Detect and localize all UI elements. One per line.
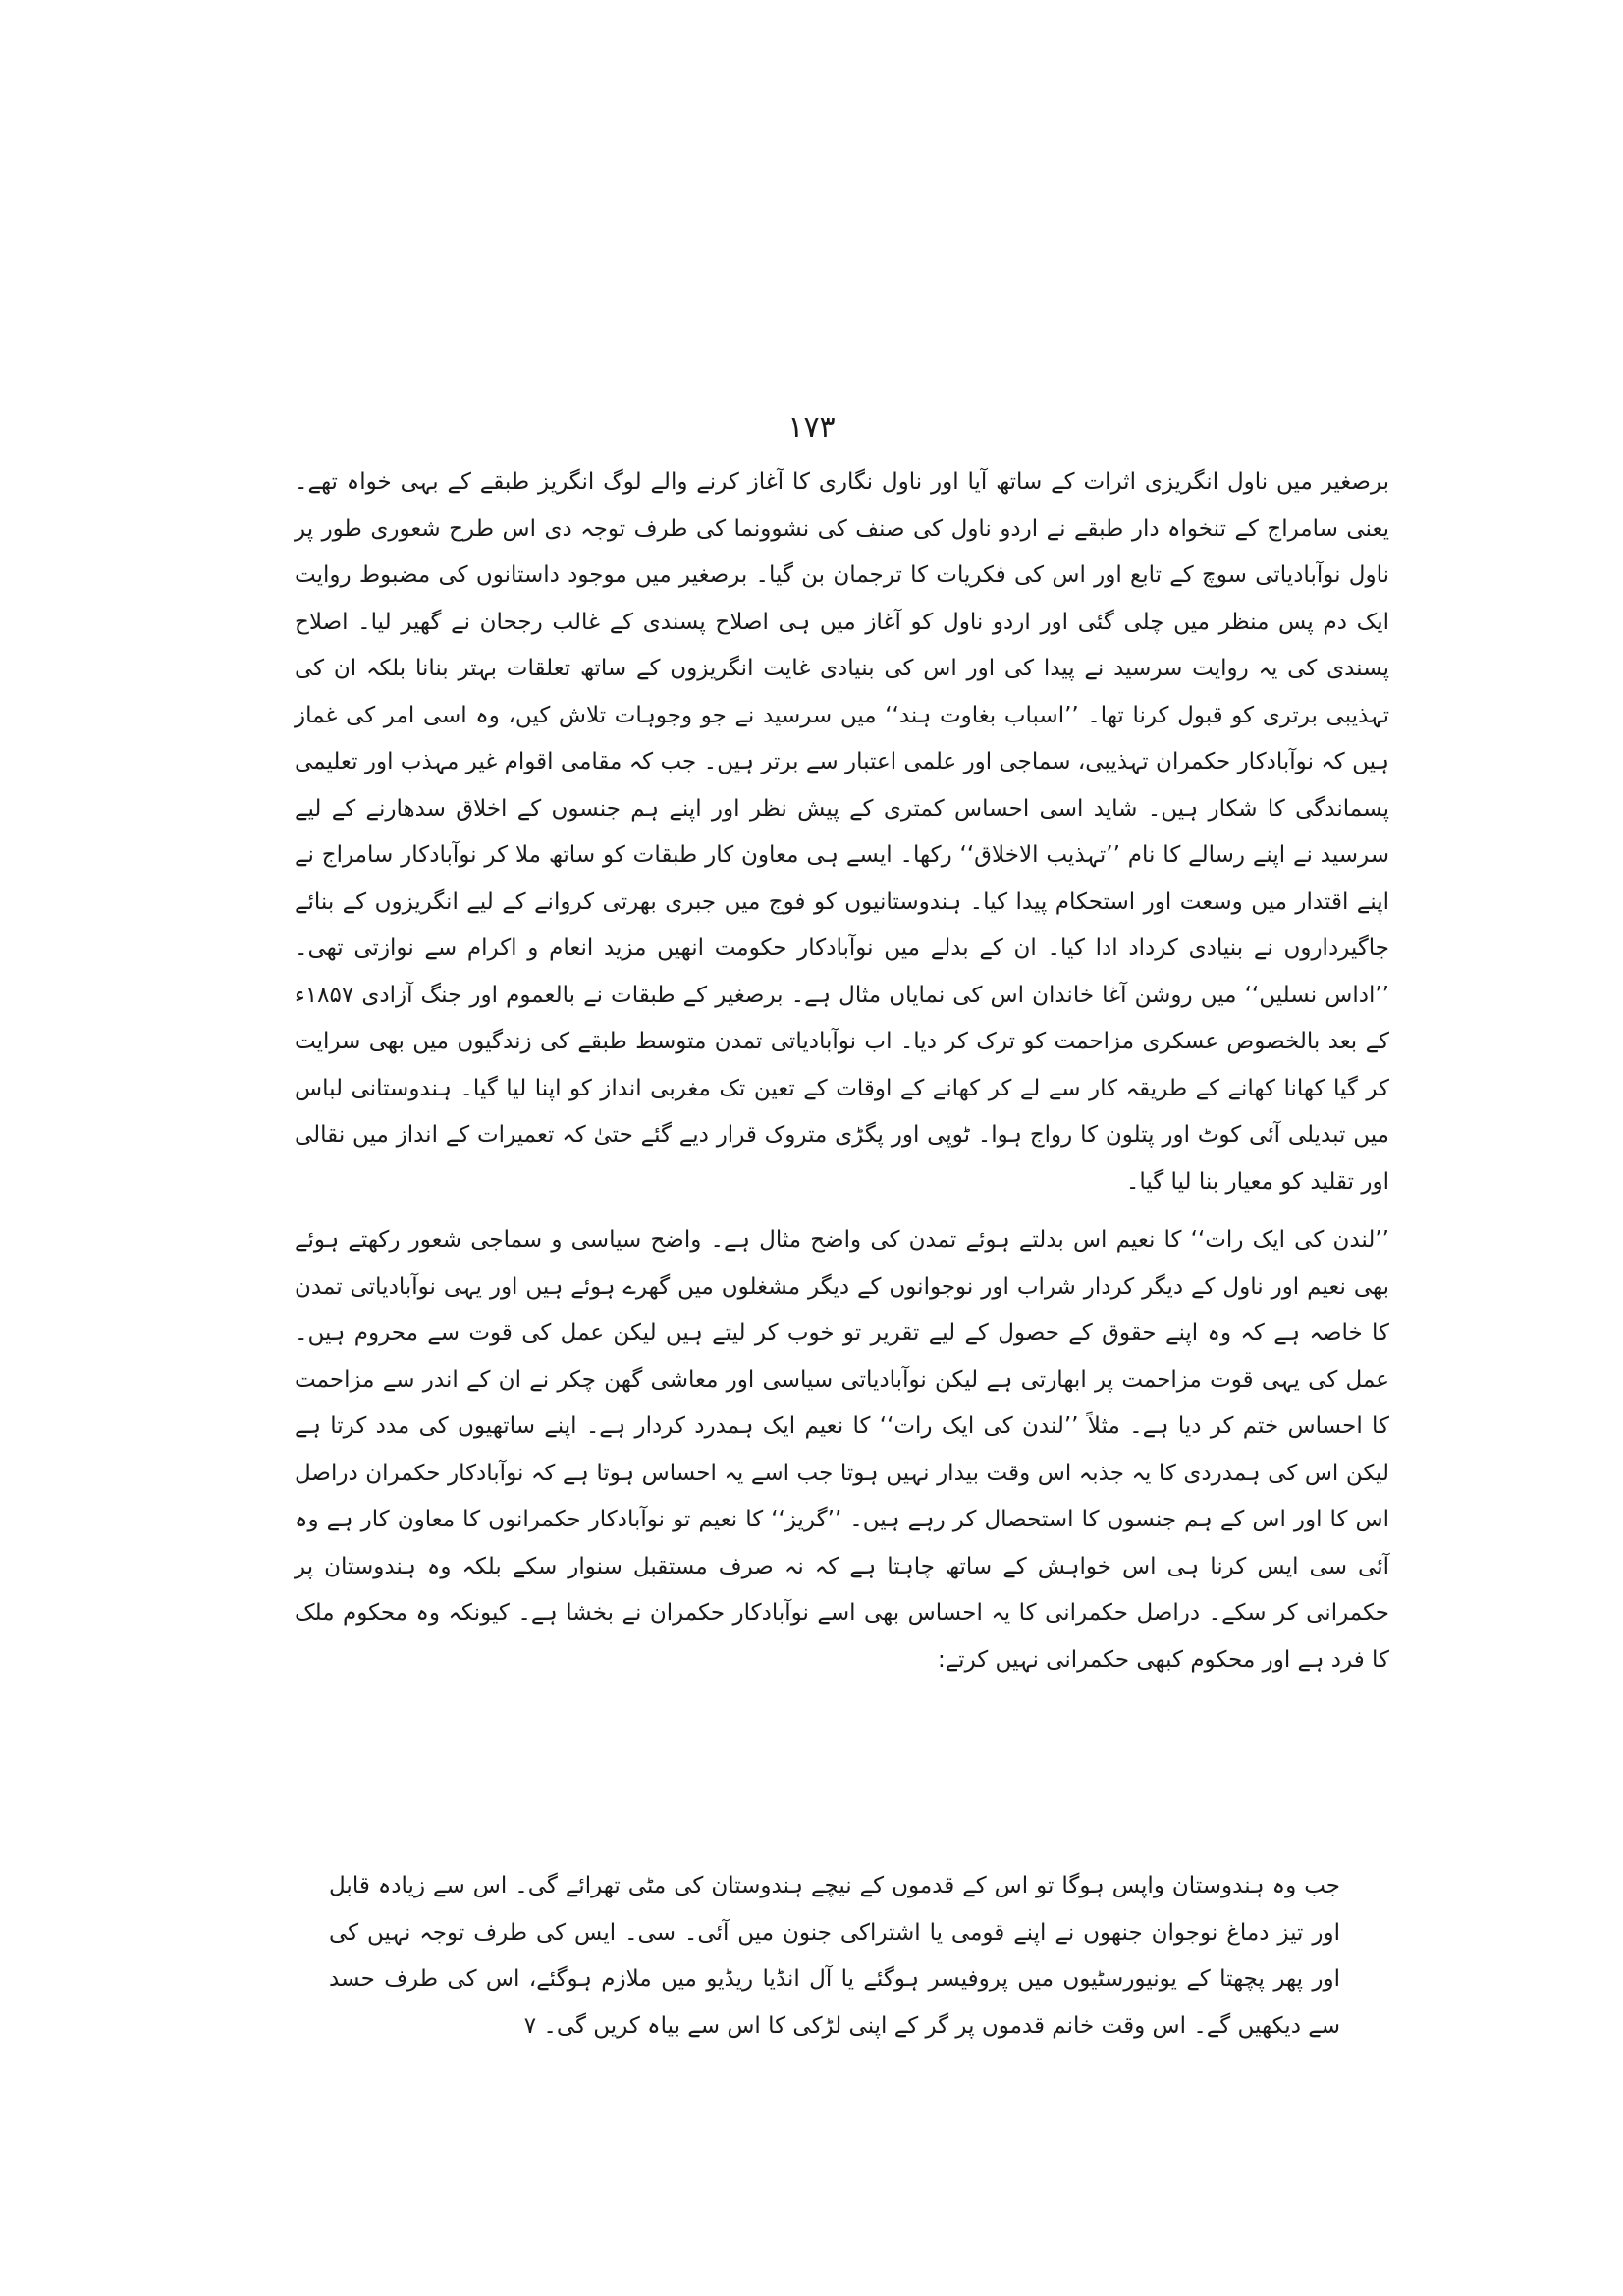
block-quote xyxy=(329,1863,1340,2050)
quote-text: جب وہ ہندوستان واپس ہوگا تو اس کے قدموں کے نیچے ہندوستان کی مٹی تھرائے گی۔ اس سے زیادہ قابل اور تیز دماغ نوجوان جنھوں نے اپنے قومی یا اشتراکی جنون میں آئی۔ سی۔ ایس کی طرف توجہ نہیں کی اور پھر پچھتا کے یونیورسٹیوں میں پروفیسر ہوگئے یا آل انڈیا ریڈیو میں ملازم ہوگئے، اس کی طرف حسد سے دیکھیں گے۔ اس وقت خانم قدموں پر گر کے اپنی لڑکی کا اس سے بیاہ کریں گی۔ ۷ xyxy=(329,1873,1340,2039)
body-text xyxy=(295,459,1389,1683)
paragraph-2: ’’لندن کی ایک رات‘‘ کا نعیم اس بدلتے ہوئے تمدن کی واضح مثال ہے۔ واضح سیاسی و سماجی شعور رکھتے ہوئے بھی نعیم اور ناول کے دیگر کردار شراب اور نوجوانوں کے دیگر مشغلوں میں گھرے ہوئے ہیں اور یہی نوآبادیاتی تمدن کا خاصہ ہے کہ وہ اپنے حقوق کے حصول کے لیے تقریر تو خوب کر لیتے ہیں لیکن عمل کی قوت سے محروم ہیں۔ عمل کی یہی قوت مزاحمت پر ابھارتی ہے لیکن نوآبادیاتی سیاسی اور معاشی گھن چکر نے ان کے اندر سے مزاحمت کا احساس ختم کر دیا ہے۔ مثلاً ’’لندن کی ایک رات‘‘ کا نعیم ایک ہمدرد کردار ہے۔ اپنے ساتھیوں کی مدد کرتا ہے لیکن اس کی ہمدردی کا یہ جذبہ اس وقت بیدار نہیں ہوتا جب اسے یہ احساس ہوتا ہے کہ نوآبادکار حکمران دراصل اس کا اور اس کے ہم جنسوں کا استحصال کر رہے ہیں۔ ’’گریز‘‘ کا نعیم تو نوآبادکار حکمرانوں کا معاون کار ہے وہ آئی سی ایس کرنا ہی اس خواہش کے ساتھ چاہتا ہے کہ نہ صرف مستقبل سنوار سکے بلکہ وہ ہندوستان پر حکمرانی کر سکے۔ دراصل حکمرانی کا یہ احساس بھی اسے نوآبادکار حکمران نے بخشا ہے۔ کیونکہ وہ محکوم ملک کا فرد ہے اور محکوم کبھی حکمرانی نہیں کرتے: xyxy=(295,1227,1389,1673)
paragraph-1: برصغیر میں ناول انگریزی اثرات کے ساتھ آیا اور ناول نگاری کا آغاز کرنے والے لوگ انگریز طبقے کے بہی خواہ تھے۔ یعنی سامراج کے تنخواہ دار طبقے نے اردو ناول کی صنف کی نشوونما کی طرف توجہ دی اس طرح شعوری طور پر ناول نوآبادیاتی سوچ کے تابع اور اس کی فکریات کا ترجمان بن گیا۔ برصغیر میں موجود داستانوں کی مضبوط روایت ایک دم پس منظر میں چلی گئی اور اردو ناول کو آغاز میں ہی اصلاح پسندی کے غالب رجحان نے گھیر لیا۔ اصلاح پسندی کی یہ روایت سرسید نے پیدا کی اور اس کی بنیادی غایت انگریزوں کے ساتھ تعلقات بہتر بنانا بلکہ ان کی تہذیبی برتری کو قبول کرنا تھا۔ ’’اسباب بغاوت ہند‘‘ میں سرسید نے جو وجوہات تلاش کیں، وہ اسی امر کی غماز ہیں کہ نوآبادکار حکمران تہذیبی، سماجی اور علمی اعتبار سے برتر ہیں۔ جب کہ مقامی اقوام غیر مہذب اور تعلیمی پسماندگی کا شکار ہیں۔ شاید اسی احساس کمتری کے پیش نظر اور اپنے ہم جنسوں کے اخلاق سدھارنے کے لیے سرسید نے اپنے رسالے کا نام ’’تہذیب الاخلاق‘‘ رکھا۔ ایسے ہی معاون کار طبقات کو ساتھ ملا کر نوآبادکار سامراج نے اپنے اقتدار میں وسعت اور استحکام پیدا کیا۔ ہندوستانیوں کو فوج میں جبری بھرتی کروانے کے لیے انگریزوں کے بنائے جاگیرداروں نے بنیادی کرداد ادا کیا۔ ان کے بدلے میں نوآبادکار حکومت انھیں مزید انعام و اکرام سے نوازتی تھی۔ ’’اداس نسلیں‘‘ میں روشن آغا خاندان اس کی نمایاں مثال ہے۔ برصغیر کے طبقات نے بالعموم اور جنگ آزادی ۱۸۵۷ء کے بعد بالخصوص عسکری مزاحمت کو ترک کر دیا۔ اب نوآبادیاتی تمدن متوسط طبقے کی زندگیوں میں بھی سرایت کر گیا کھانا کھانے کے طریقہ کار سے لے کر کھانے کے اوقات کے تعین تک مغربی انداز کو اپنا لیا گیا۔ ہندوستانی لباس میں تبدیلی آئی کوٹ اور پتلون کا رواج ہوا۔ ٹوپی اور پگڑی متروک قرار دیے گئے حتیٰ کہ تعمیرات کے انداز میں نقالی اور تقلید کو معیار بنا لیا گیا۔ xyxy=(295,469,1389,1195)
page-number: ۱۷۳ xyxy=(787,410,836,445)
